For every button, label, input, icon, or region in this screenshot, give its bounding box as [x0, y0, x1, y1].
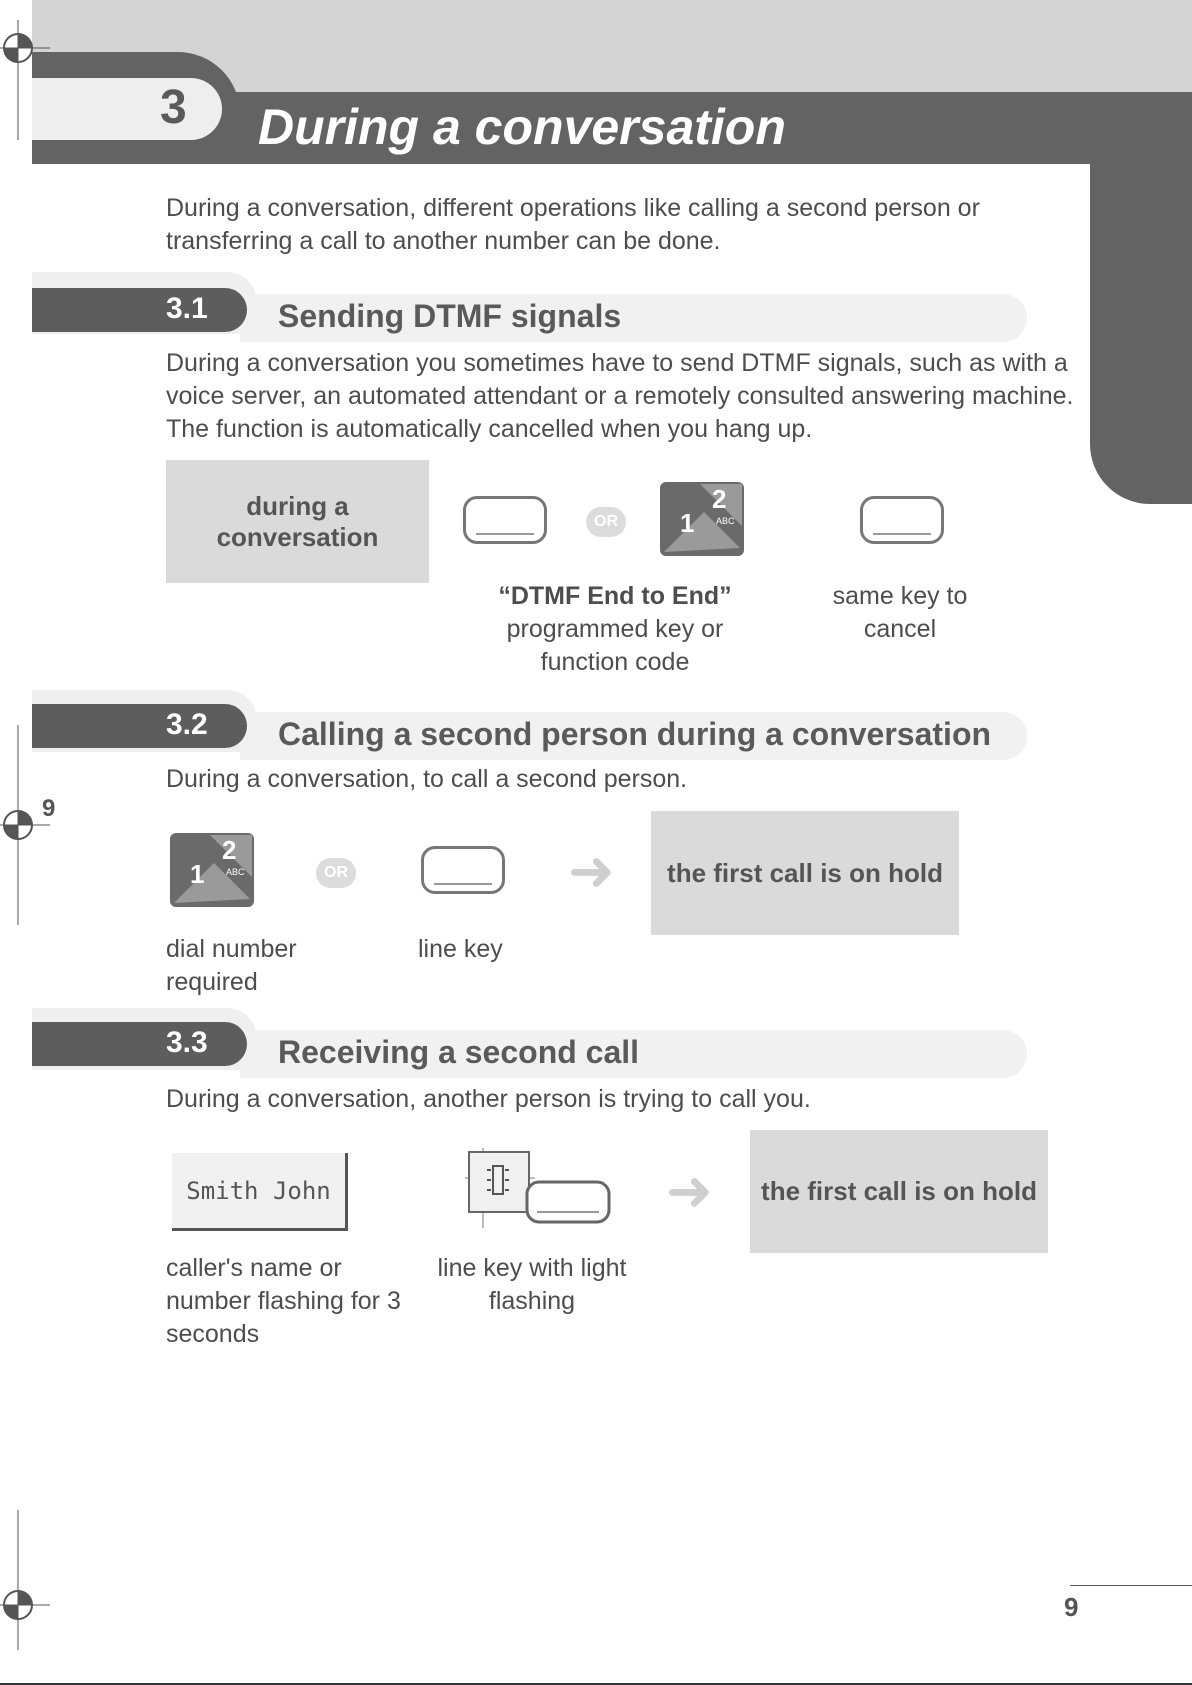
- section-number-tab: [32, 288, 247, 332]
- content-corner: [1062, 164, 1090, 184]
- dial-caption: dial number required: [166, 935, 297, 996]
- caller-display: Smith John: [172, 1153, 348, 1231]
- dtmf-caption-bold: “DTMF End to End”: [498, 582, 732, 610]
- arrow-right-icon: ➜: [666, 1159, 713, 1222]
- display-caption: caller's name or number flashing for 3 seconds: [166, 1254, 401, 1348]
- section-number: 3.3: [166, 1026, 208, 1059]
- programmed-key-icon: [463, 496, 547, 544]
- section-number-tab: [32, 704, 247, 748]
- or-badge: OR: [586, 507, 626, 537]
- cancel-key-icon: [860, 496, 944, 544]
- line-key-caption: line key: [418, 935, 503, 963]
- keypad-key-1: 1: [680, 508, 695, 538]
- result-box: the first call is on hold: [651, 811, 959, 935]
- chapter-number: 3: [160, 81, 187, 134]
- chapter-intro: During a conversation, different operations like calling a second person or transferring a call to another number can be done.: [166, 194, 980, 255]
- section-title: Calling a second person during a conversation: [278, 716, 992, 752]
- keypad-key-2: 2: [222, 835, 237, 865]
- dtmf-caption: [470, 580, 760, 679]
- keypad-key-2-letters: ABC: [716, 516, 735, 526]
- side-tab: [1090, 164, 1192, 504]
- keypad-key-1: 1: [190, 859, 205, 889]
- registration-mark-icon: [0, 1510, 60, 1650]
- section-text: During a conversation you sometimes have to send DTMF signals, such as with a voice server, an automated attendant or a remotely consulted answering machine. The function is automatically cancelled when you hang up.: [166, 349, 1074, 443]
- section-title: Receiving a second call: [278, 1034, 640, 1070]
- result-box: the first call is on hold: [750, 1130, 1048, 1253]
- arrow-right-icon: ➜: [568, 839, 615, 902]
- registration-mark-icon: [0, 20, 60, 140]
- flashing-key-caption: line key with light flashing: [437, 1254, 627, 1315]
- state-box: during a conversation: [166, 460, 429, 583]
- section-text: During a conversation, another person is trying to call you.: [166, 1085, 811, 1113]
- registration-mark-icon: [0, 725, 60, 925]
- margin-page-number: 9: [42, 795, 56, 822]
- section-number: 3.2: [166, 708, 208, 741]
- section-text: During a conversation, to call a second person.: [166, 765, 688, 793]
- dtmf-caption-text: programmed key or function code: [506, 615, 724, 676]
- section-title: Sending DTMF signals: [278, 298, 622, 334]
- flashing-line-key-icon: [465, 1148, 615, 1228]
- section-number: 3.1: [166, 292, 208, 325]
- footer-rule: [1070, 1585, 1192, 1586]
- chapter-title: During a conversation: [258, 99, 786, 155]
- section-number-tab: [32, 1022, 247, 1066]
- line-key-icon: [421, 846, 505, 894]
- keypad-key-2: 2: [712, 484, 727, 514]
- or-badge: OR: [316, 858, 356, 888]
- keypad-icon: [170, 833, 254, 907]
- page-number: 9: [1064, 1592, 1079, 1622]
- chapter-number-tab: [32, 78, 222, 140]
- keypad-key-2-letters: ABC: [226, 867, 245, 877]
- keypad-icon: [660, 482, 744, 556]
- cancel-caption: same key to cancel: [832, 582, 968, 643]
